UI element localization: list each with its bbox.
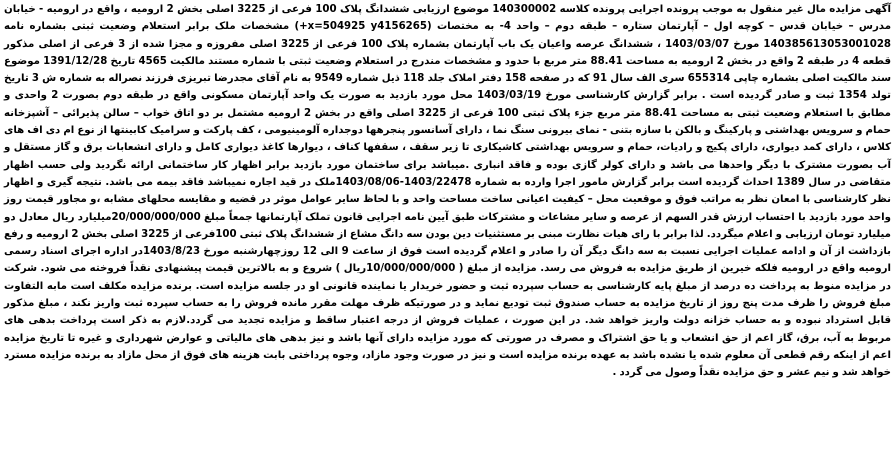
notice-body-text: آگهی مزایده مال غیر منقول به موجب پرونده اجرایی پرونده کلاسه 140300002 موضوع ارزیابی ششدانگ پلاک 100 فرعی از 3225 اصلی بخش 2 ارومیه ، واقع در ارومیه - خیابان مدرس – خیابان قدس – کوچه اول – آپارتمان ستاره – طبقه دوم – واحد 4- به مختصات (x=504925 y4156265+) مشخصات ملک برابر استعلام وضعیت ثبتی بشماره نامه 140385613053001028 مورخ 1403/03/07 ، ششدانگ عرصه واعیان یک باب آپارتمان بشماره پلاک 100 فرعی از 3225 اصلی مفروزه و مجزا شده از 3 فرعی از اصلی مذکور قطعه 4 در طبقه 2 واقع در بخش 2 ارومیه به مساحت 88.41 متر مربع با حدود و مشخصات مندرج در استعلام وضعیت ثبتی با شماره مستند مالکیت 4565 تاریخ 1391/12/28 موضوع سند مالکیت اصلی بشماره چاپی 655314 سری الف سال 91 که در صفحه 158 دفتر املاک جلد 118 ذیل شماره 9549 به نام آقای مجدرضا تبریزی فرزند نصراله به شماره ش 3 تاریخ تولد 1354 ثبت و صادر گردیده است . برابر گزارش کارشناسی مورخ 1403/03/19 محل مورد بازدید به صورت یک واحد آپارتمان مسکونی واقع در طبقه دوم بصورت 2 واحدی و مطابق با استعلام وضعیت ثبتی به مساحت 88.41 متر مربع جزء پلاک ثبتی 100 فرعی از 3225 اصلی واقع در بخش 2 ارومیه مشتمل بر دو اتاق خواب – سالن پذیرائی – آشپزخانه حمام و سرویس بهداشتی و پارکینگ و بالکن با سازه بتنی - نمای بیرونی سنگ نما ، دارای آسانسور پنجرهها دوجداره آلومینیومی ، کف پارکت و سرامیک کابینتها از نوع ام دی اف های کلاس ، دارای کمد دیواری، دارای پکیج و رادیات، حمام و سرویس بهداشتی کاشیکاری تا زیر سقف ، سقفها کناف ، دیوارها کاغذ دیواری کامل و دارای انشعابات برق و گاز مستقل و آب بصورت مشترک با دیگر واحدها می باشد و دارای کولر گازی بوده و فاقد انباری .میباشد برای ساختمان مورد بازدید برابر اظهار کار ساختمانی ارائه نگردید ولی حسب اظهار متقاضی در سال 1389 احداث گردیده است برابر گزارش مامور اجرا وارده به شماره 1403/22478-1403/08/06ملک در قید اجاره نمیباشد فاقد بیمه می باشد. نتیجه گیری و اظهار نظر کارشناسی با امعان نظر به مراتب فوق و موقعیت محل – کیفیت اعیانی ساخت مساحت واحد و با لحاظ سایر عوامل موثر در قضیه و مقایسه محلهای مشابه ،و مجاور قیمت روز واحد مورد بازدید با احتساب ارزش قدر السهم از عرصه و سایر مشاعات و مشترکات طبق آیین نامه اجرایی قانون تملک آپارتمانها جمعاً مبلغ 20/000/000/000میلیارد ریال معادل دو میلیارد تومان ارزیابی و اعلام میگردد. لذا برابر با رای هیات نظارت مبنی بر مستثنیات دین بودن سه دانگ مشاع از ششدانگ پلاک ثبتی 100فرعی از 3225 اصلی بخش 2 ارومیه و رفع بازداشت از آن و ادامه عملیات اجرایی نسبت به سه دانگ دیگر آن را صادر و اعلام گردیده است فوق از ساعت 9 الی 12 روزچهارشنبه مورخ 1403/8/23در اداره اجرای اسناد رسمی ارومیه واقع در ارومیه فلکه خیرین از طریق مزایده به فروش می رسد. مزایده از مبلغ ( 10/000/000/000ریال ) شروع و به بالاترین قیمت پیشنهادی نقداً فروخته می شود. شرکت در مزایده منوط به پرداخت ده درصد از مبلغ پایه کارشناسی به حساب سپرده ثبت و حضور خریدار یا نماینده قانونی او در جلسه مزایده است. برنده مزایده مکلف است مابه التفاوت مبلغ فروش را ظرف مدت پنج روز از تاریخ مزایده به حساب صندوق ثبت تودیع نماید و در صورتیکه ظرف مهلت مقرر مانده فروش را به حساب سپرده ثبت واریز نکند ، مبلغ مذکور قابل استرداد نبوده و به حساب خزانه دولت واریز خواهد شد. در این صورت ، عملیات فروش از درجه اعتبار ساقط و مزایده تجدید می گردد.لازم به ذکر است پرداخت بدهی های مربوط به آب، برق، گاز اعم از حق انشعاب و یا حق اشتراک و مصرف در صورتی که مورد مزایده دارای آنها باشد و نیز بدهی های مالیاتی و عوارض شهرداری و غیره تا تاریخ مزایده اعم از اینکه رقم قطعی آن معلوم شده یا نشده باشد به عهده برنده مزایده است و نیز در صورت وجود مازاد، وجوه پرداختی بابت هزینه های فوق از محل مازاد به برنده مزایده مسترد خواهد شد و نیم عشر و حق مزایده نقداً وصول می گردد . xyxy=(4,4,892,379)
